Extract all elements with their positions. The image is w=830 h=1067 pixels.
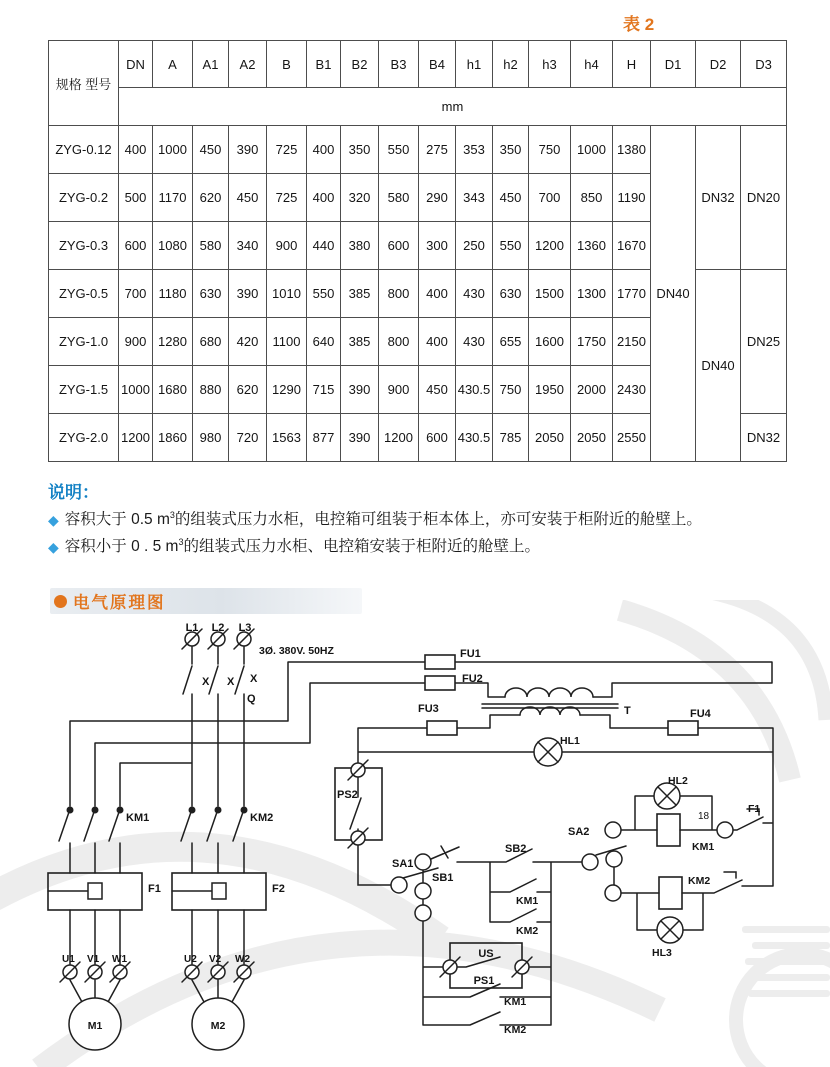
table-cell: 1190 — [613, 174, 651, 222]
schematic-label: M2 — [210, 1020, 226, 1032]
table-column-header: D1 — [651, 41, 696, 88]
table-row-header: 规格 型号 — [49, 41, 119, 126]
schematic-labels — [62, 622, 760, 1036]
schematic-label: V1 — [87, 954, 100, 965]
schematic-label: M1 — [87, 1020, 103, 1032]
table-cell: 430.5 — [456, 414, 493, 462]
diamond-bullet-icon: ◆ — [48, 512, 59, 528]
schematic-label: W2 — [235, 954, 250, 965]
table-cell: 1080 — [153, 222, 193, 270]
table-cell: 390 — [341, 366, 379, 414]
table-cell: 980 — [193, 414, 229, 462]
table-cell: 725 — [267, 126, 307, 174]
table-column-header: DN — [119, 41, 153, 88]
fuse-fu4 — [668, 721, 698, 735]
model-cell: ZYG-0.3 — [49, 222, 119, 270]
schematic-label: FU2 — [462, 673, 483, 685]
table-cell: 900 — [119, 318, 153, 366]
table-cell: 900 — [379, 366, 419, 414]
table-cell: 1200 — [529, 222, 571, 270]
table-cell: 2550 — [613, 414, 651, 462]
schematic-label: KM1 — [692, 841, 715, 853]
table-row — [49, 126, 787, 174]
table-cell: 1950 — [529, 366, 571, 414]
watermark-logo — [0, 600, 830, 1067]
table-cell: 1600 — [529, 318, 571, 366]
table-cell: 750 — [529, 126, 571, 174]
schematic-label: SA1 — [392, 858, 414, 870]
schematic-label: KM2 — [516, 925, 539, 937]
table-cell: 600 — [419, 414, 456, 462]
table-cell: 2150 — [613, 318, 651, 366]
table-cell: 350 — [493, 126, 529, 174]
terminal-icon — [717, 822, 733, 838]
table-cell: 340 — [229, 222, 267, 270]
model-cell: ZYG-0.2 — [49, 174, 119, 222]
table-cell: 700 — [119, 270, 153, 318]
schematic-label: 18 — [698, 811, 710, 822]
section-header — [50, 588, 362, 614]
table-column-header: h2 — [493, 41, 529, 88]
table-cell: 385 — [341, 318, 379, 366]
table-cell: 320 — [341, 174, 379, 222]
schematic-label: F1 — [148, 883, 161, 895]
table-cell: 630 — [193, 270, 229, 318]
model-cell: ZYG-1.0 — [49, 318, 119, 366]
terminal-icon — [605, 822, 621, 838]
schematic-label: SA2 — [568, 826, 590, 838]
schematic-label: HL3 — [652, 947, 672, 959]
schematic-label: L2 — [211, 622, 225, 634]
table-cell-merged: DN20 — [741, 126, 787, 270]
lamp-hl1 — [534, 738, 562, 766]
table-cell-merged: DN32 — [696, 126, 741, 270]
terminal-icon — [605, 885, 621, 901]
schematic-label: X — [250, 673, 258, 685]
schematic-label: KM2 — [504, 1024, 527, 1036]
schematic-label: PS2 — [337, 789, 358, 801]
schematic-label: HL1 — [560, 735, 580, 747]
table-cell: 640 — [307, 318, 341, 366]
table-cell: 715 — [307, 366, 341, 414]
table-cell: 450 — [419, 366, 456, 414]
schematic-label: T — [624, 705, 631, 717]
table-cell: 450 — [193, 126, 229, 174]
table-column-header: A — [153, 41, 193, 88]
table-cell: 400 — [307, 174, 341, 222]
fuse-fu3 — [427, 721, 457, 735]
table-cell: 380 — [341, 222, 379, 270]
table-cell: 350 — [341, 126, 379, 174]
schematic-label: PS1 — [473, 975, 495, 987]
table-cell: 385 — [341, 270, 379, 318]
notes-section — [48, 478, 788, 562]
table-cell-merged: DN32 — [741, 414, 787, 462]
terminal-icon — [415, 905, 431, 921]
table-cell: 2430 — [613, 366, 651, 414]
schematic-label: SB1 — [432, 872, 454, 884]
table-cell: 1280 — [153, 318, 193, 366]
table-cell: 343 — [456, 174, 493, 222]
table-cell: 800 — [379, 270, 419, 318]
table-column-header: h4 — [571, 41, 613, 88]
model-cell: ZYG-0.12 — [49, 126, 119, 174]
table-cell: 400 — [119, 126, 153, 174]
table-cell: 655 — [493, 318, 529, 366]
table-cell: 1360 — [571, 222, 613, 270]
schematic-label: US — [478, 948, 494, 960]
table-cell: 400 — [419, 270, 456, 318]
table-cell: 1000 — [119, 366, 153, 414]
schematic-label: X — [227, 676, 235, 688]
table-cell: 250 — [456, 222, 493, 270]
table-cell: 580 — [379, 174, 419, 222]
table-cell: 750 — [493, 366, 529, 414]
table-cell: 1200 — [119, 414, 153, 462]
schematic-label: KM2 — [688, 875, 711, 887]
table-cell-merged: DN25 — [741, 270, 787, 414]
km2-coil — [659, 877, 682, 909]
terminal-icon — [391, 877, 407, 893]
note-text: 容积小于 0 . 5 $m^3$的组装式压力水柜、电控箱安装于柜附近的舱壁上。 — [64, 536, 540, 555]
note-item — [48, 509, 788, 532]
table-column-header: B4 — [419, 41, 456, 88]
table-cell: 1000 — [571, 126, 613, 174]
table-cell: 877 — [307, 414, 341, 462]
contact-dots — [67, 807, 248, 814]
diamond-bullet-icon: ◆ — [48, 538, 59, 555]
table-cell: 420 — [229, 318, 267, 366]
table-column-header: A2 — [229, 41, 267, 88]
lamp-hl3 — [657, 917, 683, 943]
table-cell: 680 — [193, 318, 229, 366]
schematic-label: KM2 — [250, 812, 274, 824]
schematic-label: FU1 — [460, 648, 481, 660]
table-cell: 550 — [493, 222, 529, 270]
table-cell: 850 — [571, 174, 613, 222]
table-cell: 1860 — [153, 414, 193, 462]
table-cell: 353 — [456, 126, 493, 174]
table-cell: 400 — [307, 126, 341, 174]
table-column-header: B3 — [379, 41, 419, 88]
table-column-header: B2 — [341, 41, 379, 88]
table-cell: 400 — [419, 318, 456, 366]
table-cell: 1100 — [267, 318, 307, 366]
table-cell: 630 — [493, 270, 529, 318]
table-cell: 1010 — [267, 270, 307, 318]
schematic-label: U2 — [184, 954, 197, 965]
model-cell: ZYG-0.5 — [49, 270, 119, 318]
terminal-icon — [606, 851, 622, 867]
table-cell: 600 — [119, 222, 153, 270]
table-cell-merged: DN40 — [696, 270, 741, 462]
table-cell: 1500 — [529, 270, 571, 318]
circle-bullet-icon — [54, 595, 67, 608]
table-cell: 1563 — [267, 414, 307, 462]
notes-heading: 说明： — [48, 483, 99, 502]
table-cell: 1750 — [571, 318, 613, 366]
fuse-fu1 — [425, 655, 455, 669]
model-cell: ZYG-2.0 — [49, 414, 119, 462]
circuit-schematic — [0, 600, 830, 1067]
table-column-header: B — [267, 41, 307, 88]
table-cell: 1680 — [153, 366, 193, 414]
table-cell: 550 — [307, 270, 341, 318]
table-cell: 785 — [493, 414, 529, 462]
schematic-label: KM1 — [504, 996, 527, 1008]
table-cell: 390 — [229, 126, 267, 174]
schematic-label: L1 — [185, 622, 199, 634]
km1-coil — [657, 814, 680, 846]
table-cell: 1180 — [153, 270, 193, 318]
table-cell: 1670 — [613, 222, 651, 270]
note-text: 容积大于 0.5 $m^3$的组装式压力水柜，电控箱可组装于柜本体上，亦可安装于柜附近的舱壁上。 — [64, 510, 702, 529]
table-column-header: D2 — [696, 41, 741, 88]
table-column-header: B1 — [307, 41, 341, 88]
table-cell: 600 — [379, 222, 419, 270]
table-cell: 1380 — [613, 126, 651, 174]
table-cell: 1300 — [571, 270, 613, 318]
table-cell: 500 — [119, 174, 153, 222]
table-cell: 720 — [229, 414, 267, 462]
table-cell: 440 — [307, 222, 341, 270]
table-column-header: h1 — [456, 41, 493, 88]
terminal-icon — [582, 854, 598, 870]
table-cell: 430 — [456, 318, 493, 366]
table-cell: 1200 — [379, 414, 419, 462]
model-cell: ZYG-1.5 — [49, 366, 119, 414]
table-caption: 表 2 — [623, 15, 655, 34]
spec-table — [48, 40, 787, 462]
schematic-label: FU4 — [690, 708, 711, 720]
table-column-header: H — [613, 41, 651, 88]
schematic-label: FU3 — [418, 703, 439, 715]
schematic-label: X — [202, 676, 210, 688]
table-cell: 430 — [456, 270, 493, 318]
schematic-label: F2 — [272, 883, 285, 895]
table-cell: 2000 — [571, 366, 613, 414]
table-cell: 725 — [267, 174, 307, 222]
table-cell: 900 — [267, 222, 307, 270]
schematic-label: 3Ø. 380V. 50HZ — [259, 645, 334, 657]
schematic-label: V2 — [209, 954, 222, 965]
table-column-header: A1 — [193, 41, 229, 88]
table-cell: 390 — [229, 270, 267, 318]
table-cell: 620 — [193, 174, 229, 222]
table-cell: 430.5 — [456, 366, 493, 414]
table-cell: 450 — [229, 174, 267, 222]
table-cell: 390 — [341, 414, 379, 462]
transformer-primary-coil — [505, 688, 593, 697]
table-cell: 450 — [493, 174, 529, 222]
schematic-label: SB2 — [505, 843, 527, 855]
schematic-label: W1 — [112, 954, 127, 965]
schematic-label: KM1 — [126, 812, 150, 824]
schematic-label: F1 — [748, 803, 761, 815]
table-cell: 2050 — [571, 414, 613, 462]
terminal-icon — [415, 883, 431, 899]
table-cell: 880 — [193, 366, 229, 414]
table-column-header: h3 — [529, 41, 571, 88]
table-cell: 2050 — [529, 414, 571, 462]
schematic-label: KM1 — [516, 895, 539, 907]
table-cell: 275 — [419, 126, 456, 174]
section-title: 电气原理图 — [73, 594, 166, 612]
table-cell: 300 — [419, 222, 456, 270]
table-cell: 1770 — [613, 270, 651, 318]
table-cell: 580 — [193, 222, 229, 270]
schematic-label: HL2 — [668, 775, 688, 787]
table-cell: 1170 — [153, 174, 193, 222]
table-cell: 800 — [379, 318, 419, 366]
table-cell: 700 — [529, 174, 571, 222]
schematic-label: L3 — [238, 622, 252, 634]
table-cell-merged: DN40 — [651, 126, 696, 462]
note-item — [48, 536, 788, 559]
table-column-header: D3 — [741, 41, 787, 88]
table-cell: 1290 — [267, 366, 307, 414]
terminal-icon — [415, 854, 431, 870]
fuse-fu2 — [425, 676, 455, 690]
table-cell: 290 — [419, 174, 456, 222]
table-cell: 550 — [379, 126, 419, 174]
table-unit-cell: mm — [119, 88, 787, 126]
table-cell: 620 — [229, 366, 267, 414]
schematic-label: Q — [247, 693, 256, 705]
schematic-label: U1 — [62, 954, 75, 965]
table-cell: 1000 — [153, 126, 193, 174]
notes-list — [48, 509, 788, 558]
